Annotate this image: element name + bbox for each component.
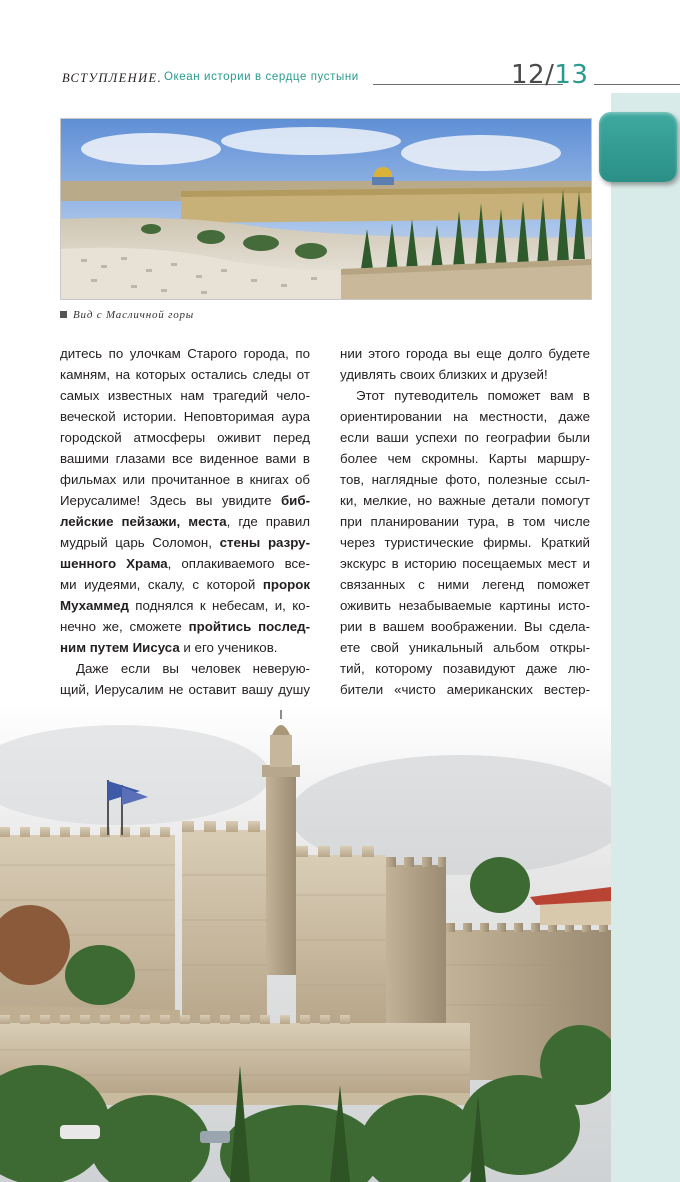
caption-bullet-icon [60,311,67,318]
page-number-separator: / [545,60,555,90]
bold-segment: лейские пейзажи, места [60,514,227,529]
text-segment: мудрый царь Соломон, [60,535,220,550]
text-segment: ми иудеями, скалу, с которой [60,577,263,592]
chapter-tab[interactable] [599,112,677,182]
text-line: дитесь по улочкам Старого города, по [60,346,310,361]
text-line: экскурс в историю посещаемых мест и [340,556,590,571]
tower-of-david-photo [0,705,611,1182]
bold-segment: биб- [280,493,310,508]
text-segment: , оплакиваемого все- [167,556,310,571]
text-line: камням, на которых остались следы от [60,367,310,382]
side-color-strip [611,93,680,1182]
text-line: удивлять своих близких и друзей! [340,367,548,382]
page-number-right: 13 [554,60,589,90]
header-rule-right [594,84,680,85]
text-segment: , где правил [226,514,311,529]
bold-segment: Мухаммед [60,598,129,613]
text-line [60,532,310,553]
text-line: городской атмосферы оживит перед [60,430,310,445]
text-line: фильмах или прочитанное в книгах об [60,472,310,487]
page-number-left: 12 [511,60,546,90]
text-line: нии этого города вы еще долго будете [340,346,590,361]
text-line: веческой истории. Неповторимая аура [60,409,310,424]
page-header [62,60,680,94]
text-line: ориентировании на местности, даже [340,409,590,424]
text-line: если ваши успехи по географии были [340,430,590,445]
text-segment: и его учеников. [179,640,278,655]
text-segment: нечно же, сможете [60,619,189,634]
text-segment: поднялся к небесам, и, ко- [128,598,310,613]
page-numbers [511,60,588,90]
text-line: связанных с ними легенд поможет [340,577,590,592]
bold-segment: шенного Храма [60,556,168,571]
text-line: тий, которому позавидуют даже лю- [340,661,590,676]
section-subtitle: Океан истории в сердце пустыни [164,71,359,83]
text-segment: Иерусалиме! Здесь вы увидите [60,493,281,508]
bold-segment: пророк [262,577,310,592]
text-line: щий, Иерусалим не оставит вашу душу [60,682,310,697]
text-line: вашими глазами все виденное вами в [60,451,310,466]
mount-of-olives-photo [60,118,592,300]
text-line: бители «чисто американских вестер- [340,682,590,697]
text-line: ете свой уникальный альбом откры- [340,640,590,655]
text-line: при планировании тура, в том числе [340,514,590,529]
section-label: ВСТУПЛЕНИЕ. [62,71,163,85]
text-line: ки, мелкие, но важные детали помогут [340,493,590,508]
text-line [60,511,310,532]
caption-text: Вид с Масличной горы [73,309,195,321]
text-column-left [60,343,310,721]
text-line: оживить незабываемые картины исто- [340,598,590,613]
text-line: Даже если вы человек неверую- [76,661,310,676]
text-line: через туристические фирмы. Краткий [340,535,590,550]
text-line: более чем скромны. Карты маршру- [340,451,590,466]
text-column-right [340,343,590,721]
photo-caption [60,309,194,321]
text-line [60,637,310,658]
text-line [60,574,310,595]
text-line: тов, наглядные фото, полезные ссыл- [340,472,590,487]
text-line [60,490,310,511]
text-line [60,595,310,616]
text-line [60,616,310,637]
bold-segment: стены разру- [219,535,310,550]
text-line: рии в вашем воображении. Вы сдела- [340,619,590,634]
text-line: самых известных нам трагедий чело- [60,388,310,403]
bold-segment: ним путем Иисуса [60,640,180,655]
text-line: Этот путеводитель поможет вам в [356,388,590,403]
text-line [60,553,310,574]
bold-segment: пройтись послед- [188,619,310,634]
